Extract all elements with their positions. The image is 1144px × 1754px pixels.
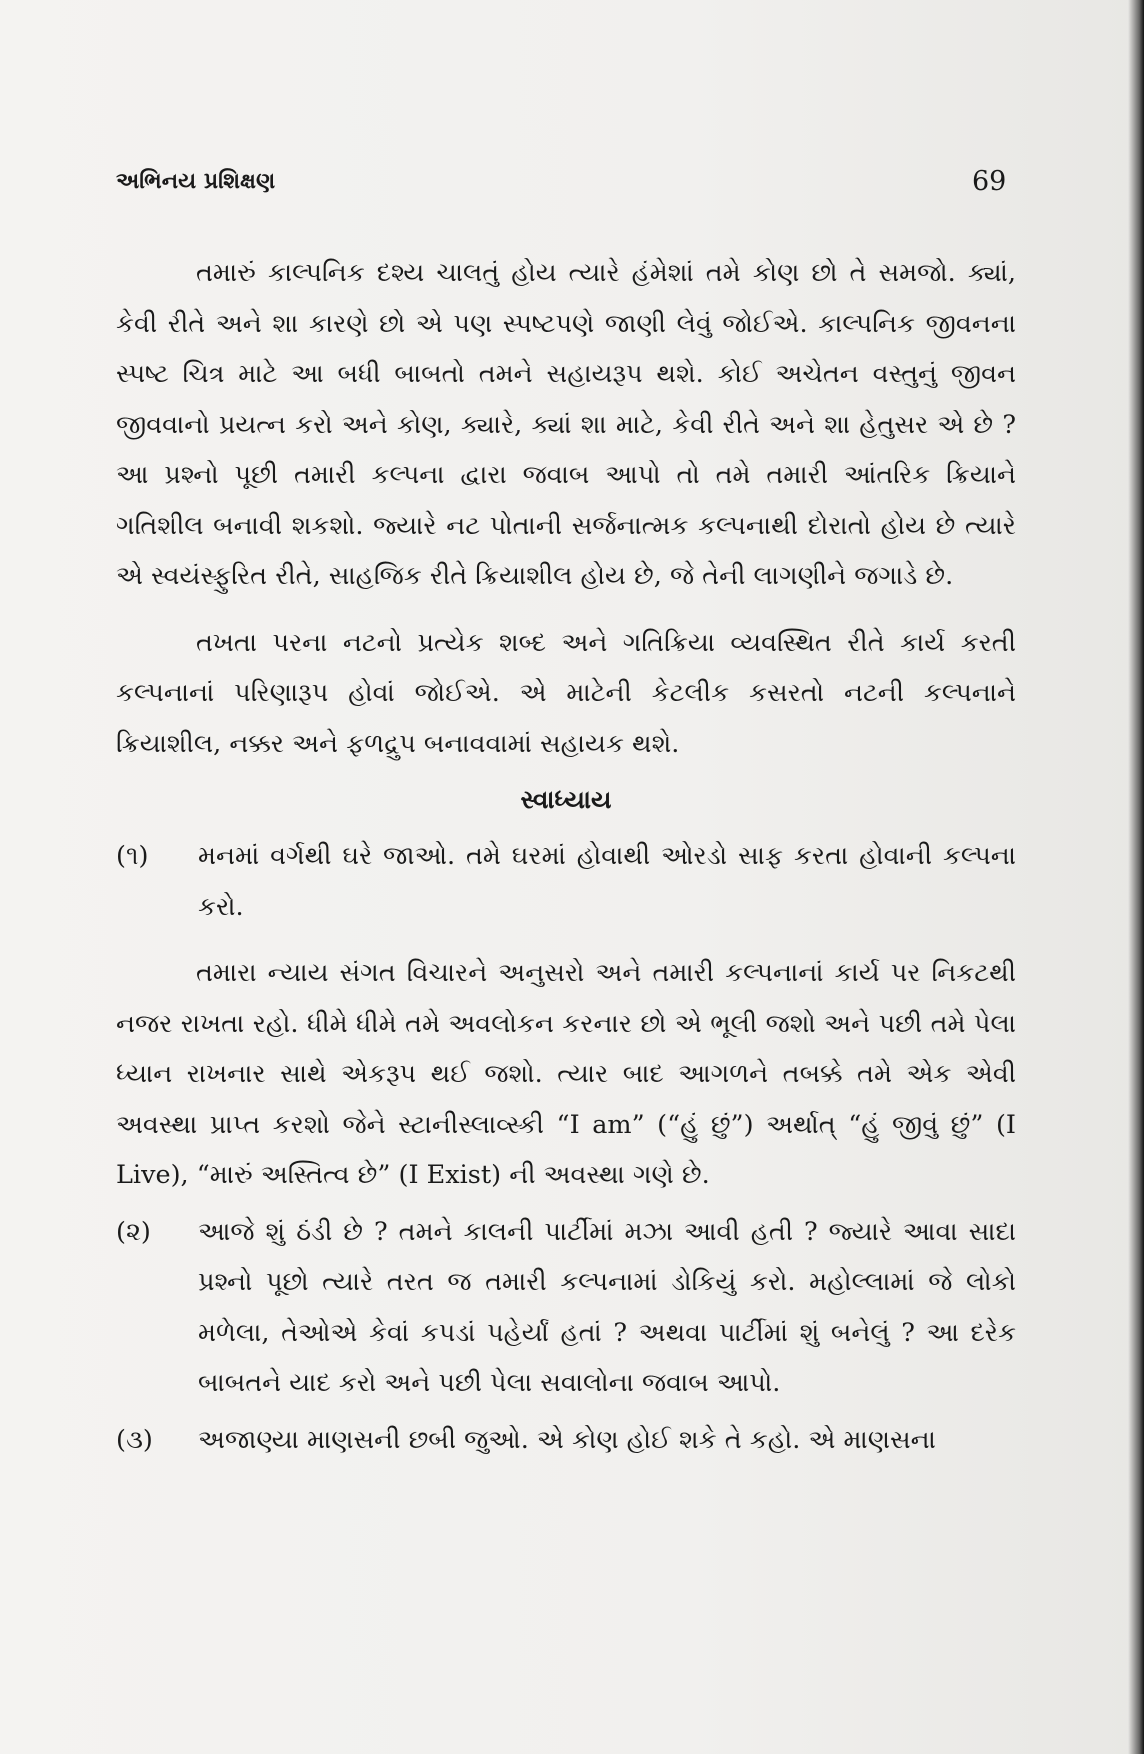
exercise-item bbox=[116, 1207, 1016, 1409]
section-heading: સ્વાધ્યાય bbox=[520, 785, 612, 814]
exercise-item bbox=[116, 831, 1016, 932]
body-text bbox=[116, 248, 1016, 1465]
exercise-number: (૩) bbox=[116, 1424, 153, 1455]
exercise-text: મનમાં વર્ગથી ઘરે જાઓ. તમે ઘરમાં હોવાથી ઓરડો સાફ કરતા હોવાની કલ્પના કરો. bbox=[198, 841, 1016, 922]
exercise-item bbox=[116, 1415, 1016, 1466]
exercise-text: અજાણ્યા માણસની છબી જુઓ. એ કોણ હોઈ શકે તે કહો. એ માણસના bbox=[198, 1424, 936, 1455]
exercise-number: (૨) bbox=[116, 1216, 151, 1247]
running-head: અભિનય પ્રશિક્ષણ bbox=[116, 168, 276, 194]
page-edge-shadow bbox=[1128, 0, 1144, 1754]
exercise-number: (૧) bbox=[116, 841, 149, 871]
paragraph-3: તમારા ન્યાય સંગત વિચારને અનુસરો અને તમારી કલ્પનાનાં કાર્ય પર નિકટથી નજર રાખતા રહો. ધીમે ધીમે તમે અવલોકન કરનાર છો એ ભૂલી જશો અને પછી તમે પેલા ધ્યાન રાખનાર સાથે એકરૂપ થઈ જશો. ત્યાર બાદ આગળને તબક્કે તમે એક એવી અવસ્થા પ્રાપ્ત કરશો જેને સ્ટાનીસ્લાવ્સ્કી “I am” (“હું છું”) અર્થાત્ “હું જીવું છું” (I Live), “મારું અસ્તિત્વ છે” (I Exist) ની અવસ્થા ગણે છે. bbox=[116, 958, 1016, 1190]
page-number: 69 bbox=[972, 166, 1007, 197]
paragraph-1: તમારું કાલ્પનિક દશ્ય ચાલતું હોય ત્યારે હંમેશાં તમે કોણ છો તે સમજો. ક્યાં, કેવી રીતે અને શા કારણે છો એ પણ સ્પષ્ટપણે જાણી લેવું જોઈએ. કાલ્પનિક જીવનના સ્પષ્ટ ચિત્ર માટે આ બધી બાબતો તમને સહાયરૂપ થશે. કોઈ અચેતન વસ્તુનું જીવન જીવવાનો પ્રયત્ન કરો અને કોણ, ક્યારે, ક્યાં શા માટે, કેવી રીતે અને શા હેતુસર એ છે ? આ પ્રશ્નો પૂછી તમારી કલ્પના દ્વારા જવાબ આપો તો તમે તમારી આંતરિક ક્રિયાને ગતિશીલ બનાવી શકશો. જ્યારે નટ પોતાની સર્જનાત્મક કલ્પનાથી દોરાતો હોય છે ત્યારે એ સ્વયંસ્ફુરિત રીતે, સાહજિક રીતે ક્રિયાશીલ હોય છે, જે તેની લાગણીને જગાડે છે. bbox=[116, 258, 1016, 591]
exercise-text: આજે શું ઠંડી છે ? તમને કાલની પાર્ટીમાં મઝા આવી હતી ? જ્યારે આવા સાદા પ્રશ્નો પૂછો ત્યારે તરત જ તમારી કલ્પનામાં ડોકિયું કરો. મહોલ્લામાં જે લોકો મળેલા, તેઓએ કેવાં કપડાં પહેર્યાં હતાં ? અથવા પાર્ટીમાં શું બનેલું ? આ દરેક બાબતને યાદ કરો અને પછી પેલા સવાલોના જવાબ આપો. bbox=[198, 1216, 1016, 1398]
paragraph-2: તખતા પરના નટનો પ્રત્યેક શબ્દ અને ગતિક્રિયા વ્યવસ્થિત રીતે કાર્ય કરતી કલ્પનાનાં પરિણારૂપ હોવાં જોઈએ. એ માટેની કેટલીક કસરતો નટની કલ્પનાને ક્રિયાશીલ, નક્કર અને ફળદ્રુપ બનાવવામાં સહાયક થશે. bbox=[116, 627, 1016, 759]
